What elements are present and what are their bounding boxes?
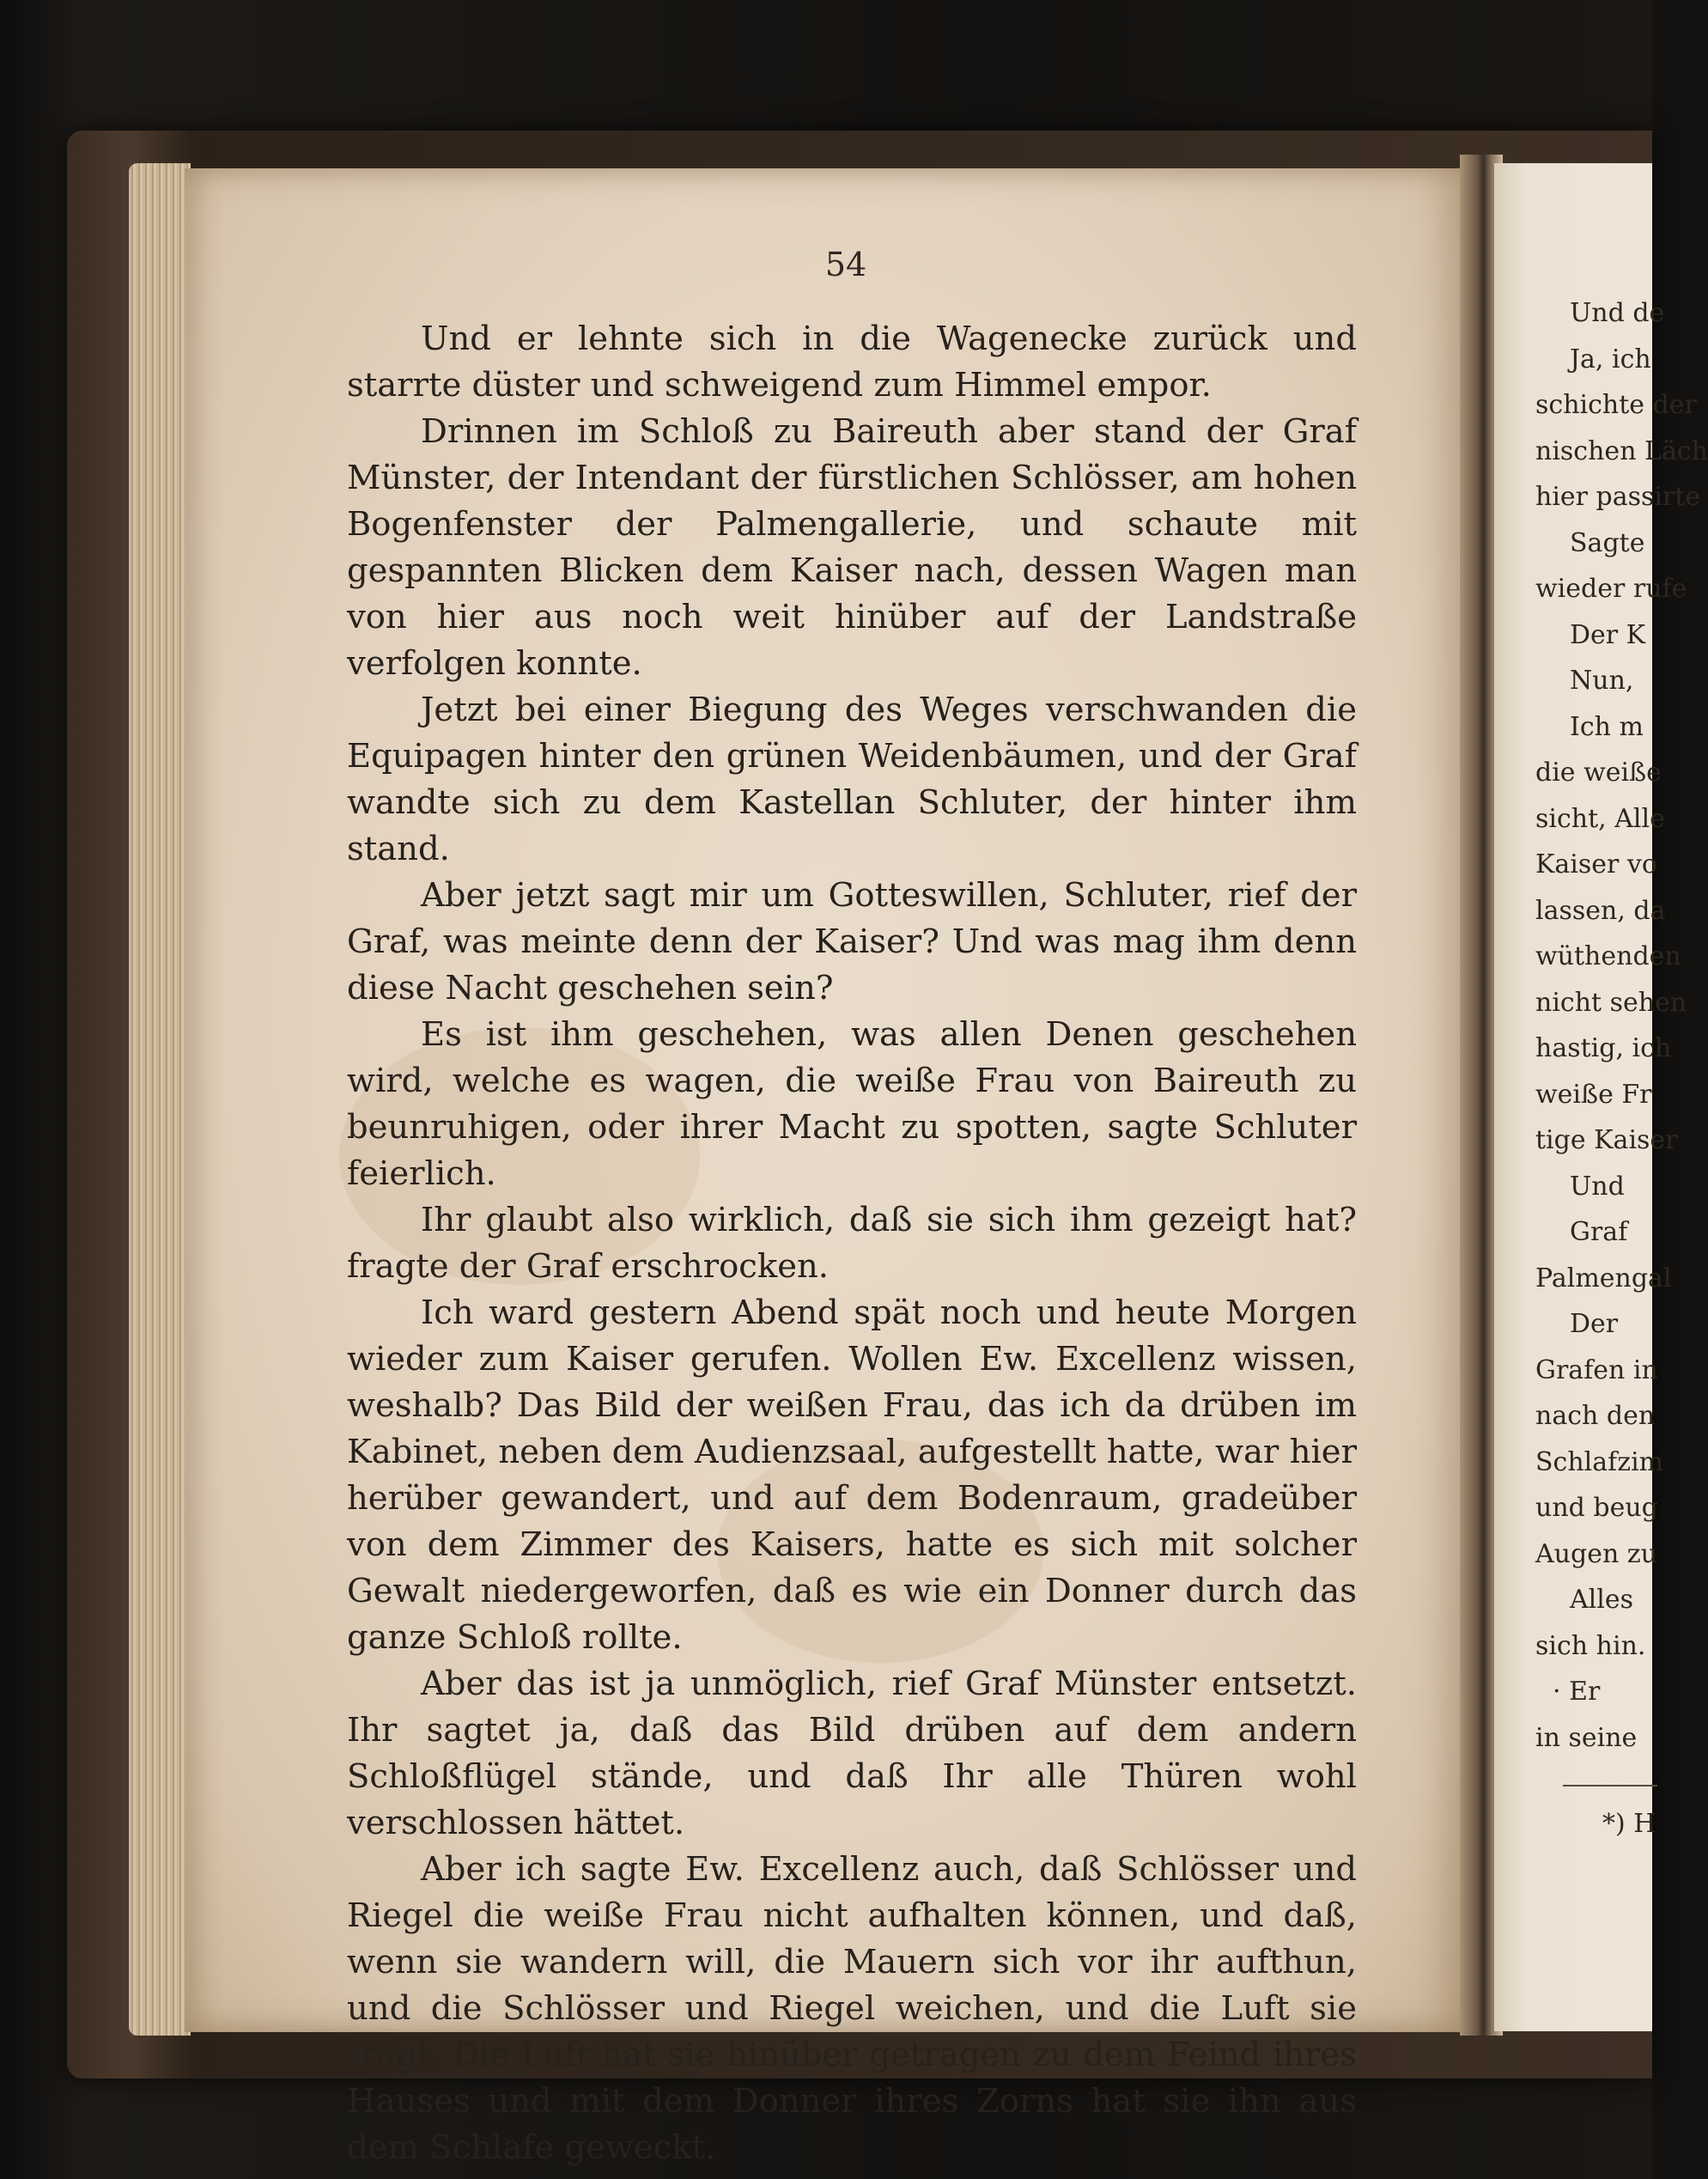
paragraph: Drinnen im Schloß zu Baireuth aber stand der Graf Münster, der Intendant der fürstlichen Schlösser, am hohen Bogenfenster der Palmengallerie, und schaute mit gespannten Blicken dem Kaiser nach, dessen Wagen man von hier aus noch weit hinüber auf der Landstraße verfolgen konnte. bbox=[347, 412, 1357, 683]
text-line: hier passirte bbox=[1535, 482, 1701, 512]
footnote: *) H bbox=[1602, 1809, 1656, 1839]
paragraph: Aber ich sagte Ew. Excellenz auch, daß Schlösser und Riegel die weiße Frau nicht aufhalten können, und daß, wenn sie wandern will, die Mauern sich vor ihr aufthun, und die Schlösser und Riegel weichen, und die Luft sie trägt. Die Luft hat sie hinüber getragen zu dem Feind ihres Hauses und mit dem Donner ihres Zorns hat sie ihn aus dem Schlafe geweckt. bbox=[347, 1850, 1357, 2167]
paragraph: Aber jetzt sagt mir um Gotteswillen, Schluter, rief der Graf, was meinte denn der Kaiser? Und was mag ihm denn diese Nacht geschehen sein? bbox=[347, 876, 1357, 1007]
text-line: lassen, da bbox=[1535, 895, 1666, 926]
page-edges bbox=[129, 163, 191, 2036]
left-page-text bbox=[347, 316, 1357, 2171]
paragraph: Ihr glaubt also wirklich, daß sie sich ihm gezeigt hat? fragte der Graf erschrocken. bbox=[347, 1201, 1357, 1286]
text-line: · Er bbox=[1553, 1677, 1601, 1707]
right-page bbox=[1494, 163, 1708, 2031]
text-line: Und de bbox=[1570, 298, 1665, 328]
paragraph: Jetzt bei einer Biegung des Weges verschwanden die Equipagen hinter den grünen Weidenbäumen, und der Graf wandte sich zu dem Kastellan Schluter, der hinter ihm stand. bbox=[347, 691, 1357, 868]
paragraph: Aber das ist ja unmöglich, rief Graf Münster entsetzt. Ihr sagtet ja, daß das Bild drüben auf dem andern Schloßflügel stände, und daß Ihr alle Thüren wohl verschlossen hättet. bbox=[347, 1665, 1357, 1842]
text-line: Nun, bbox=[1570, 666, 1634, 696]
text-line: sich hin. bbox=[1535, 1630, 1646, 1661]
text-line: und beug bbox=[1535, 1493, 1658, 1523]
text-line: Palmengal bbox=[1535, 1263, 1672, 1293]
text-line: Graf bbox=[1570, 1217, 1628, 1247]
text-line: Der bbox=[1570, 1309, 1619, 1339]
text-line: Kaiser vo bbox=[1535, 849, 1657, 880]
text-line: nach den bbox=[1535, 1401, 1656, 1431]
text-line: tige Kaiser bbox=[1535, 1125, 1678, 1155]
text-line: nicht sehen bbox=[1535, 987, 1687, 1018]
text-line: Grafen in bbox=[1535, 1354, 1658, 1385]
text-line: Sagte bbox=[1570, 527, 1645, 558]
text-line: hastig, ich bbox=[1535, 1033, 1672, 1063]
text-line: Und bbox=[1570, 1171, 1625, 1202]
paragraph: Es ist ihm geschehen, was allen Denen geschehen wird, welche es wagen, die weiße Frau von Baireuth zu beunruhigen, oder ihrer Macht zu spotten, sagte Schluter feierlich. bbox=[347, 1015, 1357, 1193]
text-line: sicht, Alle bbox=[1535, 803, 1665, 834]
text-line: nischen Läch bbox=[1535, 435, 1708, 466]
text-line: wieder rufe bbox=[1535, 574, 1687, 604]
text-line: Augen zu bbox=[1535, 1538, 1657, 1569]
text-line: Schlafzim bbox=[1535, 1446, 1664, 1477]
right-page-text bbox=[1535, 290, 1707, 1761]
text-line: in seine bbox=[1535, 1722, 1638, 1753]
footnote-rule bbox=[1563, 1785, 1657, 1786]
text-line: weiße Fr bbox=[1535, 1079, 1652, 1110]
page-number: 54 bbox=[824, 246, 867, 283]
text-line: Ich m bbox=[1570, 711, 1644, 742]
text-line: Der K bbox=[1570, 619, 1646, 650]
text-line: Alles bbox=[1570, 1585, 1634, 1615]
text-line: schichte der bbox=[1535, 390, 1697, 420]
text-line: Ja, ich bbox=[1570, 344, 1651, 374]
paragraph: Ich ward gestern Abend spät noch und heute Morgen wieder zum Kaiser gerufen. Wollen Ew. Excellenz wissen, weshalb? Das Bild der weißen Frau, das ich da drüben im Kabinet, neben dem Audienzsaal, aufgestellt hatte, war hier herüber gewandert, und auf dem Bodenraum, gradeüber von dem Zimmer des Kaisers, hatte es sich mit solcher Gewalt niedergeworfen, daß es wie ein Donner durch das ganze Schloß rollte. bbox=[347, 1293, 1357, 1657]
paragraph: Und er lehnte sich in die Wagenecke zurück und starrte düster und schweigend zum Himmel empor. bbox=[347, 320, 1357, 405]
text-line: wüthenden bbox=[1535, 941, 1681, 971]
text-line: die weiße bbox=[1535, 758, 1662, 788]
